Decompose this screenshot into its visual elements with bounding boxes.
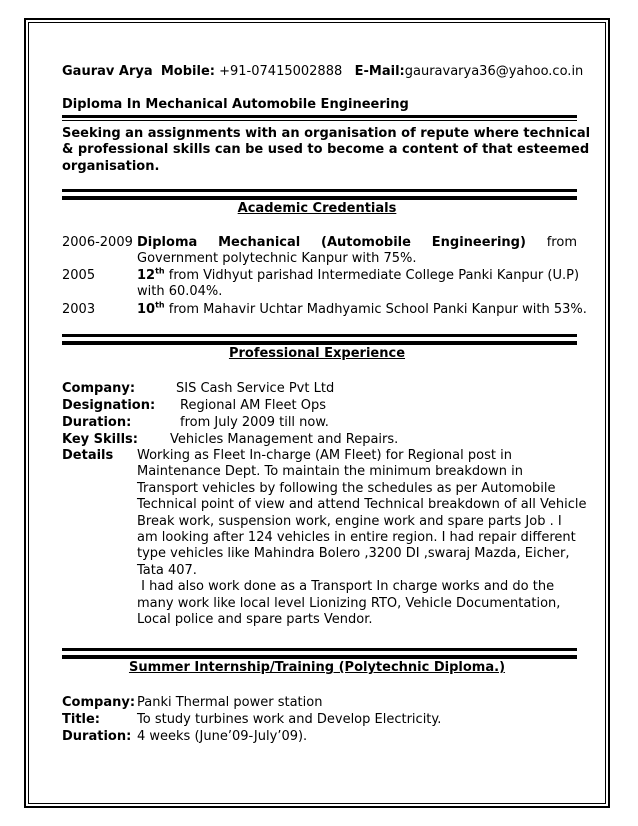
academic-word: Diploma bbox=[137, 235, 198, 250]
section-divider bbox=[62, 334, 577, 342]
academic-text: from Mahavir Uchtar Madhyamic School Panki Kanpur with 53%. bbox=[164, 302, 587, 317]
company-value: SIS Cash Service Pvt Ltd bbox=[176, 381, 335, 396]
divider bbox=[62, 115, 577, 118]
internship-company-label: Company: bbox=[62, 695, 136, 710]
details-line: Technical point of view and attend Technical breakdown of all Vehicle bbox=[137, 497, 587, 513]
academic-entry-line: Government polytechnic Kanpur with 75%. bbox=[137, 251, 417, 267]
academic-year: 2005 bbox=[62, 268, 96, 283]
contact-line bbox=[62, 64, 583, 79]
experience-heading: Professional Experience bbox=[228, 346, 406, 361]
details-line: Transport vehicles by following the schedules as per Automobile bbox=[137, 480, 556, 496]
grade-suffix: th bbox=[155, 266, 165, 276]
company-label: Company: bbox=[62, 381, 136, 396]
internship-heading: Summer Internship/Training (Polytechnic Diploma.) bbox=[128, 660, 506, 675]
resume-page bbox=[24, 18, 610, 808]
duration-label: Duration: bbox=[62, 415, 132, 430]
divider bbox=[62, 120, 577, 121]
details-line: Tata 407. bbox=[137, 562, 197, 578]
details-text bbox=[137, 448, 587, 628]
details-line: Break work, suspension work, engine work and spare parts Job . I bbox=[137, 513, 562, 529]
academic-entry bbox=[137, 302, 587, 318]
details-label: Details bbox=[62, 448, 114, 463]
details-line: many work like local level Lionizing RTO, Vehicle Documentation, bbox=[137, 595, 561, 611]
academic-heading: Academic Credentials bbox=[237, 201, 397, 216]
academic-entry bbox=[137, 235, 577, 268]
section-divider bbox=[62, 648, 577, 656]
details-line: type vehicles like Mahindra Bolero ,3200 DI ,swaraj Mazda, Eicher, bbox=[137, 546, 570, 562]
grade-suffix: th bbox=[155, 300, 165, 310]
section-divider bbox=[62, 189, 577, 197]
designation-label: Designation: bbox=[62, 398, 156, 413]
academic-word: (Automobile bbox=[321, 235, 411, 250]
candidate-name: Gaurav Arya bbox=[62, 64, 153, 79]
grade-number: 10 bbox=[137, 302, 156, 317]
academic-word: from bbox=[546, 235, 577, 250]
academic-entry-line bbox=[137, 268, 579, 284]
objective-line: organisation. bbox=[62, 158, 160, 174]
email-address: gauravarya36@yahoo.co.in bbox=[404, 64, 584, 79]
academic-year: 2003 bbox=[62, 302, 96, 317]
section-divider bbox=[62, 197, 577, 200]
academic-word: Mechanical bbox=[218, 235, 301, 250]
academic-word: Engineering) bbox=[431, 235, 526, 250]
objective-line: & professional skills can be used to become a content of that esteemed bbox=[62, 142, 590, 158]
email-label: E-Mail: bbox=[354, 64, 405, 79]
mobile-label: Mobile: bbox=[160, 64, 215, 79]
objective bbox=[62, 126, 591, 175]
internship-title-label: Title: bbox=[62, 712, 101, 727]
details-line: am looking after 124 vehicles in entire region. I had repair different bbox=[137, 530, 576, 546]
objective-line: Seeking an assignments with an organisation of repute where technical bbox=[62, 126, 591, 141]
mobile-number: +91-07415002888 bbox=[219, 64, 343, 79]
details-line: Maintenance Dept. To maintain the minimum breakdown in bbox=[137, 464, 523, 480]
designation-value: Regional AM Fleet Ops bbox=[180, 398, 327, 413]
internship-company-value: Panki Thermal power station bbox=[137, 695, 323, 710]
academic-entry bbox=[137, 268, 579, 301]
section-divider bbox=[62, 656, 577, 659]
details-line: Working as Fleet In-charge (AM Fleet) for Regional post in bbox=[137, 448, 512, 463]
duration-value: from July 2009 till now. bbox=[180, 415, 329, 430]
details-line: Local police and spare parts Vendor. bbox=[137, 612, 373, 628]
key-skills-value: Vehicles Management and Repairs. bbox=[170, 432, 399, 447]
academic-text: from Vidhyut parishad Intermediate College Panki Kanpur (U.P) bbox=[164, 268, 580, 283]
key-skills-label: Key Skills: bbox=[62, 432, 138, 447]
academic-entry-line: with 60.04%. bbox=[137, 284, 223, 300]
details-line: I had also work done as a Transport In charge works and do the bbox=[137, 579, 555, 595]
internship-duration-label: Duration: bbox=[62, 729, 132, 744]
grade-number: 12 bbox=[137, 268, 156, 283]
internship-title-value: To study turbines work and Develop Electricity. bbox=[137, 712, 442, 727]
diploma-title: Diploma In Mechanical Automobile Engineering bbox=[62, 97, 409, 112]
academic-entry-line bbox=[137, 235, 577, 251]
academic-entry-line bbox=[137, 302, 587, 318]
academic-year: 2006-2009 bbox=[62, 235, 133, 250]
internship-duration-value: 4 weeks (June’09-July’09). bbox=[137, 729, 308, 744]
section-divider bbox=[62, 342, 577, 345]
